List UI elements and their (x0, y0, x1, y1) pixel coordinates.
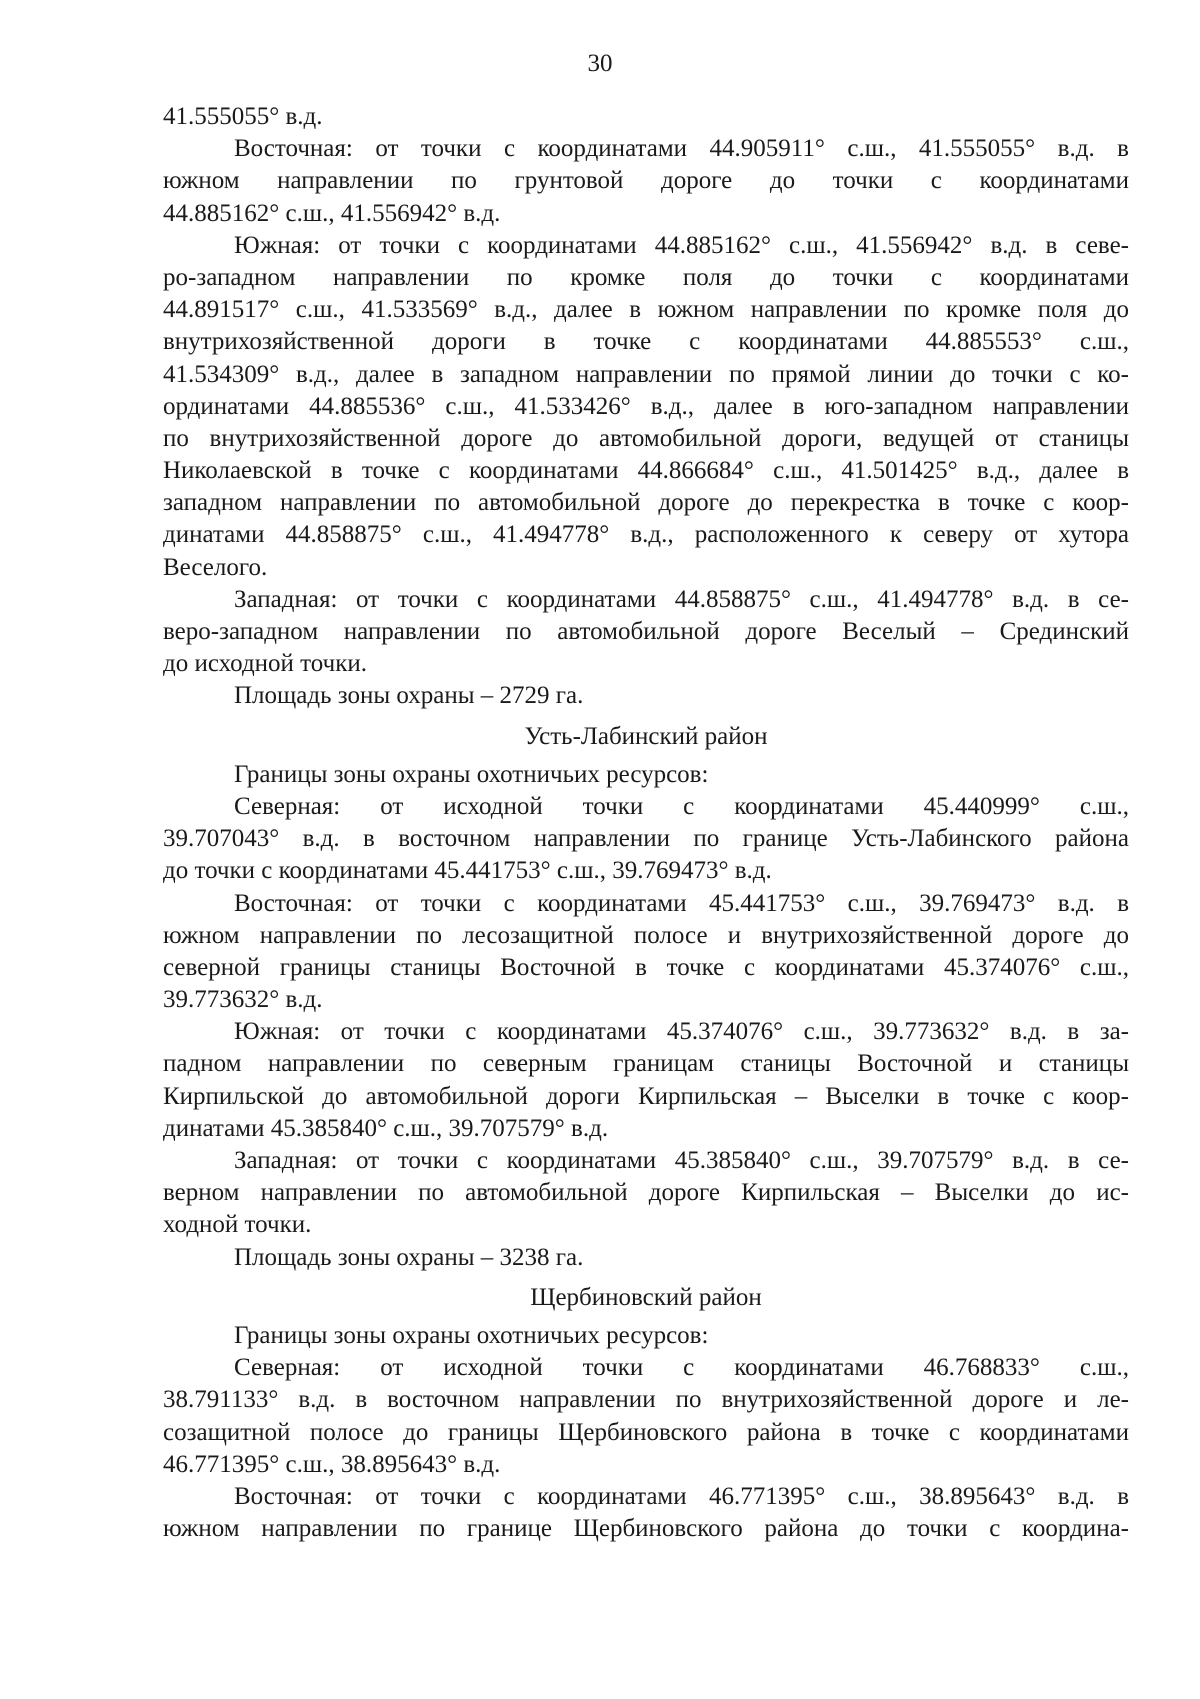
text-line: 41.555055° в.д. (163, 103, 323, 130)
text-line: северной границы станицы Восточной в точке с координатами 45.374076° с.ш., (163, 953, 1129, 981)
text-line: Восточная: от точки с координатами 46.771395° с.ш., 38.895643° в.д. в (234, 1482, 1129, 1510)
text-line: Северная: от исходной точки с координатами 45.440999° с.ш., (234, 792, 1129, 820)
text-line: южном направлении по границе Щербиновского района до точки с координа- (163, 1515, 1129, 1543)
text-line: 39.773632° в.д. (163, 986, 323, 1014)
text-line: западном направлении по автомобильной дороге до перекрестка в точке с коор- (163, 489, 1129, 517)
text-line: Границы зоны охраны охотничьих ресурсов: (234, 1321, 709, 1349)
text-line: верном направлении по автомобильной дороге Кирпильская – Выселки до ис- (163, 1179, 1129, 1207)
text-line: Южная: от точки с координатами 44.885162° с.ш., 41.556942° в.д. в севе- (234, 231, 1129, 259)
document-body (163, 101, 1129, 1545)
text-line: внутрихозяйственной дороги в точке с координатами 44.885553° с.ш., (163, 328, 1129, 356)
text-line: 44.885162° с.ш., 41.556942° в.д. (163, 199, 501, 227)
text-line: веро-западном направлении по автомобильной дороге Веселый – Срединский (163, 618, 1129, 645)
text-line: Границы зоны охраны охотничьих ресурсов: (234, 760, 709, 788)
text-line: Западная: от точки с координатами 45.385840° с.ш., 39.707579° в.д. в се- (234, 1147, 1129, 1174)
text-line: 46.771395° с.ш., 38.895643° в.д. (163, 1450, 501, 1478)
text-line: 38.791133° в.д. в восточном направлении по внутрихозяйственной дороге и ле- (163, 1386, 1129, 1414)
text-line: южном направлении по грунтовой дороге до точки с координатами (163, 167, 1129, 195)
text-line: ходной точки. (163, 1211, 312, 1239)
text-line: динатами 45.385840° с.ш., 39.707579° в.д. (163, 1114, 609, 1142)
text-line: Площадь зоны охраны – 3238 га. (234, 1243, 584, 1271)
text-line: Кирпильской до автомобильной дороги Кирпильская – Выселки в точке с коор- (163, 1082, 1129, 1110)
text-line: Николаевской в точке с координатами 44.866684° с.ш., 41.501425° в.д., далее в (163, 457, 1129, 485)
text-line: по внутрихозяйственной дороге до автомобильной дороги, ведущей от станицы (163, 424, 1129, 452)
text-line: созащитной полосе до границы Щербиновского района в точке с координатами (163, 1418, 1129, 1446)
text-line: ро-западном направлении по кромке поля до точки с координатами (163, 263, 1129, 291)
text-line: динатами 44.858875° с.ш., 41.494778° в.д., расположенного к северу от хутора (163, 521, 1129, 549)
text-line: до точки с координатами 45.441753° с.ш., 39.769473° в.д. (163, 857, 772, 885)
text-line: ординатами 44.885536° с.ш., 41.533426° в.д., далее в юго-западном направлении (163, 392, 1129, 420)
text-line: 39.707043° в.д. в восточном направлении по границе Усть-Лабинского района (163, 825, 1129, 853)
section-heading: Усть-Лабинский район (524, 722, 768, 750)
text-line: 44.891517° с.ш., 41.533569° в.д., далее в южном направлении по кромке поля до (163, 296, 1129, 324)
text-line: Площадь зоны охраны – 2729 га. (234, 682, 584, 710)
section-heading: Щербиновский район (530, 1283, 762, 1311)
text-line: Веселого. (163, 553, 268, 581)
page-number: 30 (587, 50, 613, 77)
text-line: Восточная: от точки с координатами 44.905911° с.ш., 41.555055° в.д. в (234, 135, 1129, 163)
text-line: Западная: от точки с координатами 44.858875° с.ш., 41.494778° в.д. в се- (234, 585, 1129, 613)
text-line: падном направлении по северным границам станицы Восточной и станицы (163, 1050, 1129, 1078)
text-line: Южная: от точки с координатами 45.374076° с.ш., 39.773632° в.д. в за- (234, 1018, 1129, 1046)
text-line: Северная: от исходной точки с координатами 46.768833° с.ш., (234, 1354, 1129, 1382)
text-line: южном направлении по лесозащитной полосе и внутрихозяйственной дороге до (163, 921, 1129, 949)
text-line: Восточная: от точки с координатами 45.441753° с.ш., 39.769473° в.д. в (234, 889, 1129, 917)
text-line: 41.534309° в.д., далее в западном направлении по прямой линии до точки с ко- (163, 360, 1129, 388)
text-line: до исходной точки. (163, 650, 367, 678)
